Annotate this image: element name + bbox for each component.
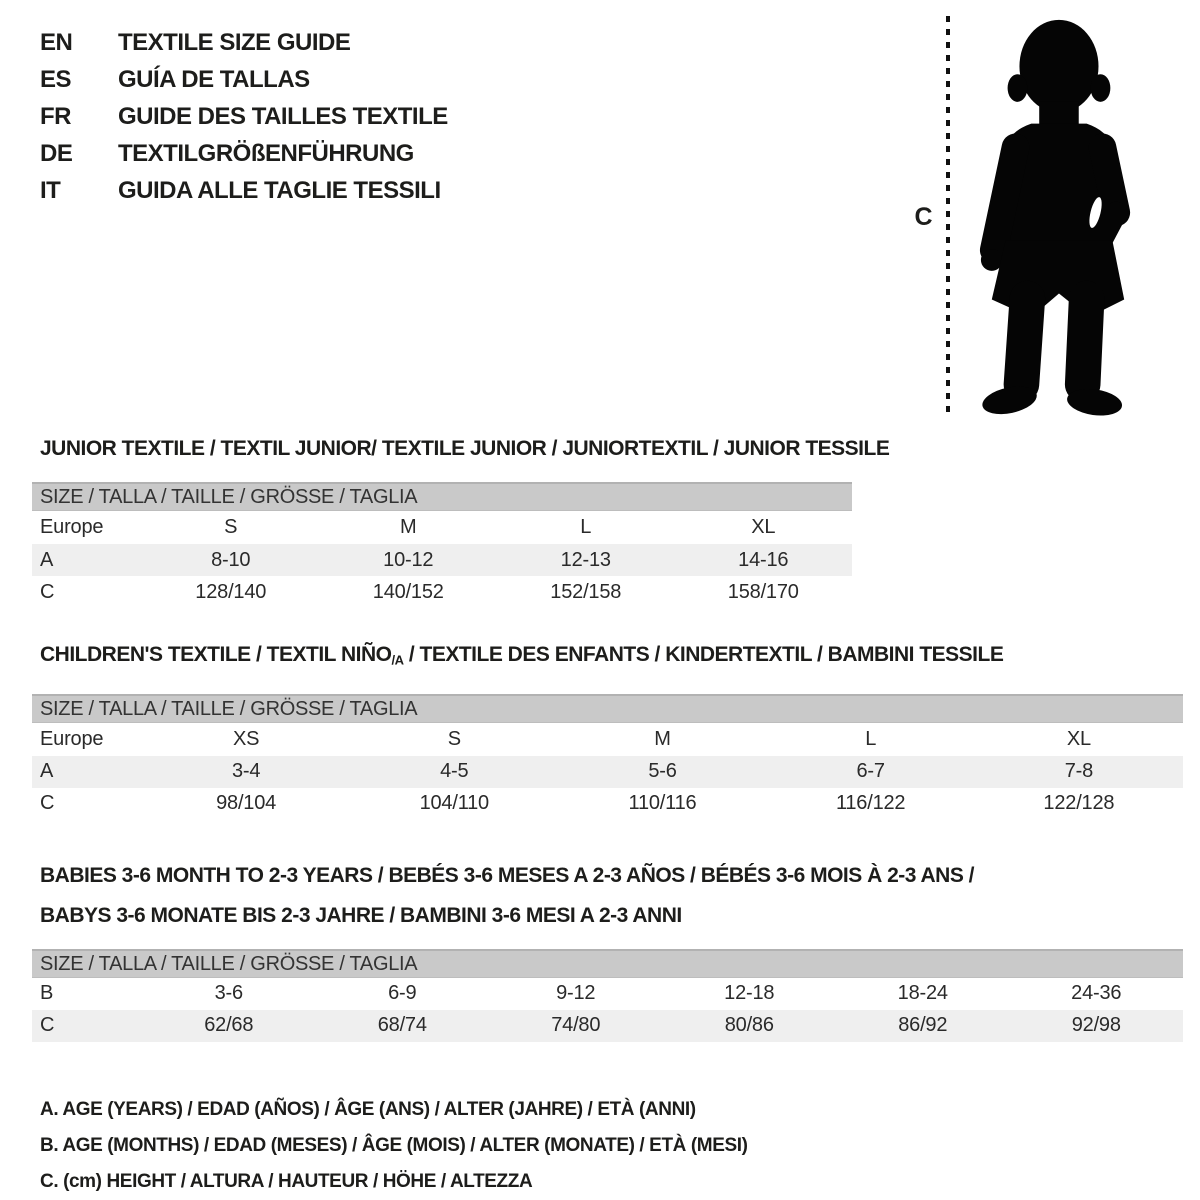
value-cell: 62/68	[204, 1014, 254, 1037]
children-title-post: / TEXTILE DES ENFANTS / KINDERTEXTIL / BAMBINI TESSILE	[403, 643, 1004, 666]
table-row-height	[32, 788, 1183, 820]
legend-line-b: B. AGE (MONTHS) / EDAD (MESES) / ÂGE (MOIS) / ALTER (MONATE) / ETÀ (MESI)	[40, 1134, 748, 1156]
size-header-cell: S	[224, 516, 238, 538]
table-header-row	[32, 511, 852, 544]
lang-row-es	[40, 61, 448, 98]
lang-title: GUIDE DES TAILLES TEXTILE	[118, 103, 448, 130]
lang-code: ES	[40, 66, 72, 93]
value-cell: 92/98	[1071, 1014, 1121, 1037]
junior-size-table	[32, 511, 852, 608]
value-cell: 14-16	[738, 548, 789, 571]
size-header-cell: S	[447, 727, 461, 750]
babies-title-line1: BABIES 3-6 MONTH TO 2-3 YEARS / BEBÉS 3-6 MESES A 2-3 AÑOS / BÉBÉS 3-6 MOIS À 2-3 ANS /	[40, 863, 975, 887]
lang-row-de	[40, 135, 448, 172]
lang-title: GUÍA DE TALLAS	[118, 66, 310, 93]
value-cell: 86/92	[898, 1014, 948, 1037]
row-label: C	[40, 580, 55, 603]
value-cell: 104/110	[419, 792, 489, 815]
row-label: C	[40, 792, 55, 815]
value-cell: 116/122	[835, 792, 906, 815]
region-header-cell: Europe	[40, 727, 104, 750]
lang-row-it	[40, 172, 448, 209]
value-cell: 128/140	[195, 580, 267, 603]
size-header-cell: L	[580, 516, 592, 538]
value-cell: 80/86	[724, 1014, 774, 1037]
height-dashed-line	[946, 16, 950, 418]
lang-code: EN	[40, 29, 73, 56]
table-row-height	[32, 1010, 1183, 1042]
value-cell: 12-18	[724, 982, 775, 1005]
lang-title: TEXTILE SIZE GUIDE	[118, 29, 351, 56]
babies-size-table	[32, 978, 1183, 1042]
children-section-title	[32, 642, 1200, 674]
value-cell: 74/80	[551, 1014, 601, 1037]
row-label: B	[40, 982, 54, 1005]
size-header-cell: XL	[1066, 727, 1091, 750]
value-cell: 4-5	[440, 760, 469, 783]
value-cell: 98/104	[216, 792, 277, 815]
value-cell: 6-9	[388, 982, 417, 1005]
value-cell: 9-12	[556, 982, 596, 1005]
value-cell: 110/116	[628, 792, 697, 815]
table-header-row	[32, 723, 1183, 756]
lang-row-en	[40, 24, 448, 61]
table-row-age	[32, 544, 852, 576]
baby-silhouette-icon	[966, 7, 1148, 427]
row-label: A	[40, 760, 54, 783]
value-cell: 3-4	[231, 760, 261, 783]
value-cell: 140/152	[372, 580, 444, 603]
size-header-cell: M	[400, 516, 417, 538]
lang-row-fr	[40, 98, 448, 135]
value-cell: 5-6	[648, 760, 677, 783]
measure-label-c: C	[914, 202, 932, 231]
babies-section-title	[32, 856, 1200, 936]
row-label: A	[40, 548, 54, 571]
height-measure-figure	[914, 8, 1148, 426]
value-cell: 158/170	[727, 580, 799, 603]
value-cell: 18-24	[897, 982, 948, 1005]
babies-size-bar: SIZE / TALLA / TAILLE / GRÖSSE / TAGLIA	[32, 949, 1183, 978]
legend-line-c: C. (cm) HEIGHT / ALTURA / HAUTEUR / HÖHE / ALTEZZA	[40, 1170, 533, 1192]
value-cell: 6-7	[856, 760, 885, 783]
lang-code: DE	[40, 140, 73, 167]
header	[0, 0, 1200, 430]
size-header-cell: XL	[751, 516, 776, 538]
content	[0, 436, 1200, 1200]
value-cell: 68/74	[377, 1014, 427, 1037]
region-header-cell: Europe	[40, 516, 104, 538]
value-cell: 7-8	[1064, 760, 1094, 783]
children-size-bar: SIZE / TALLA / TAILLE / GRÖSSE / TAGLIA	[32, 694, 1183, 723]
value-cell: 8-10	[211, 548, 251, 571]
value-cell: 122/128	[1043, 792, 1115, 815]
language-title-list	[40, 24, 448, 209]
lang-code: FR	[40, 103, 71, 130]
legend-line-a: A. AGE (YEARS) / EDAD (AÑOS) / ÂGE (ANS) / ALTER (JAHRE) / ETÀ (ANNI)	[40, 1098, 696, 1120]
babies-title-line2: BABYS 3-6 MONATE BIS 2-3 JAHRE / BAMBINI 3-6 MESI A 2-3 ANNI	[40, 903, 682, 927]
table-row-height	[32, 576, 852, 608]
children-size-table	[32, 723, 1183, 820]
size-header-cell: M	[654, 727, 671, 750]
value-cell: 12-13	[560, 548, 611, 571]
value-cell: 10-12	[383, 548, 434, 571]
table-row-age-months	[32, 978, 1183, 1010]
table-row-age	[32, 756, 1183, 788]
legend	[32, 1092, 1200, 1200]
row-label: C	[40, 1014, 55, 1037]
junior-section-title: JUNIOR TEXTILE / TEXTIL JUNIOR/ TEXTILE JUNIOR / JUNIORTEXTIL / JUNIOR TESSILE	[40, 437, 890, 460]
value-cell: 3-6	[214, 982, 243, 1005]
value-cell: 152/158	[550, 580, 622, 603]
size-header-cell: XS	[232, 727, 260, 750]
junior-size-bar: SIZE / TALLA / TAILLE / GRÖSSE / TAGLIA	[32, 482, 852, 511]
lang-title: GUIDA ALLE TAGLIE TESSILI	[118, 177, 441, 204]
value-cell: 24-36	[1071, 982, 1122, 1005]
size-header-cell: L	[865, 727, 877, 750]
lang-code: IT	[40, 177, 61, 204]
lang-title: TEXTILGRÖßENFÜHRUNG	[118, 140, 414, 167]
children-title-pre: CHILDREN'S TEXTILE / TEXTIL NIÑO	[40, 643, 392, 666]
children-title-sub: /A	[391, 652, 404, 668]
